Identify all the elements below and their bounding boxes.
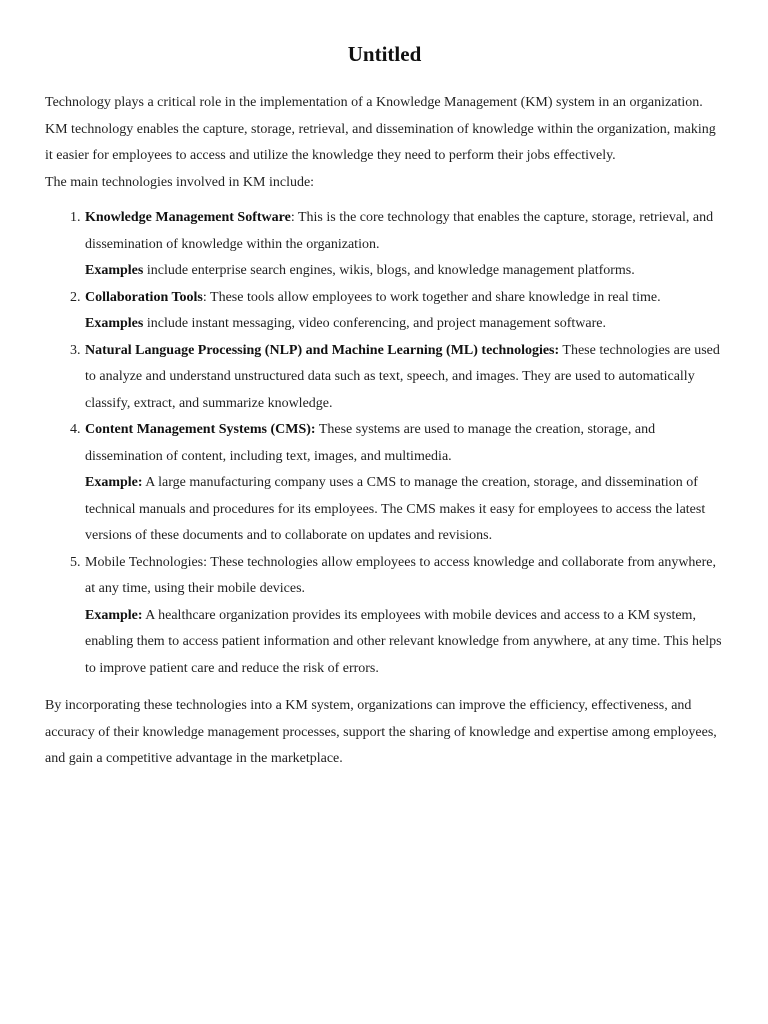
list-item-collaboration-tools [84, 285, 724, 338]
list-item-mobile-technologies [84, 550, 724, 683]
item-text: These systems are used to manage the creation, storage, and dissemination of content, including text, images, and multimedia. [85, 422, 656, 464]
example-label: Example: [85, 475, 143, 490]
example-text: A large manufacturing company uses a CMS to manage the creation, storage, and dissemination of technical manuals and procedures for its employees. The CMS makes it easy for employees to access the latest versions of these documents and to collaborate on updates and revisions. [85, 475, 706, 543]
conclusion-paragraph: By incorporating these technologies into a KM system, organizations can improve the efficiency, effectiveness, and accuracy of their knowledge management processes, support the sharing of knowledge and expertise among employees, and gain a competitive advantage in the marketplace. [45, 698, 717, 766]
item-term: Knowledge Management Software [85, 210, 291, 225]
intro-lead-in: The main technologies involved in KM include: [45, 174, 315, 190]
item-example [85, 311, 724, 338]
list-item-cms [84, 417, 724, 550]
item-text: : This is the core technology that enables the capture, storage, retrieval, and dissemination of knowledge within the organization. [85, 210, 714, 252]
example-label: Example: [85, 607, 143, 623]
intro-paragraph: Technology plays a critical role in the implementation of a Knowledge Management (KM) system in an organization. KM technology enables the capture, storage, retrieval, and dissemination of knowledge within the organization, making it easier for employees to access and utilize the knowledge they need to perform their jobs effectively. [45, 95, 716, 163]
list-item-km-software [84, 205, 724, 285]
example-text: A healthcare organization provides its employees with mobile devices and access to a KM system, enabling them to access patient information and other relevant knowledge from anywhere, at any time. This helps to improve patient care and reduce the risk of errors. [85, 607, 722, 676]
item-example [85, 470, 724, 550]
list-item-nlp-ml [84, 338, 724, 418]
item-example [85, 603, 724, 683]
item-example [85, 258, 724, 285]
item-text: : These tools allow employees to work together and share knowledge in real time. [202, 289, 661, 305]
example-label: Examples [85, 316, 144, 331]
technology-list [45, 205, 724, 682]
item-text: Mobile Technologies: These technologies allow employees to access knowledge and collaborate from anywhere, at any time, using their mobile devices. [85, 554, 717, 596]
item-term: Collaboration Tools [85, 289, 203, 305]
example-label: Examples [85, 263, 144, 278]
item-term: Natural Language Processing (NLP) and Machine Learning (ML) technologies: [85, 342, 560, 358]
document-title: Untitled [347, 42, 422, 66]
example-text: include enterprise search engines, wikis, blogs, and knowledge management platforms. [143, 263, 635, 278]
item-term: Content Management Systems (CMS): [85, 422, 316, 437]
item-text: These technologies are used to analyze and understand unstructured data such as text, speech, and images. They are used to automatically classify, extract, and summarize knowledge. [85, 342, 720, 411]
example-text: include instant messaging, video conferencing, and project management software. [143, 316, 606, 331]
